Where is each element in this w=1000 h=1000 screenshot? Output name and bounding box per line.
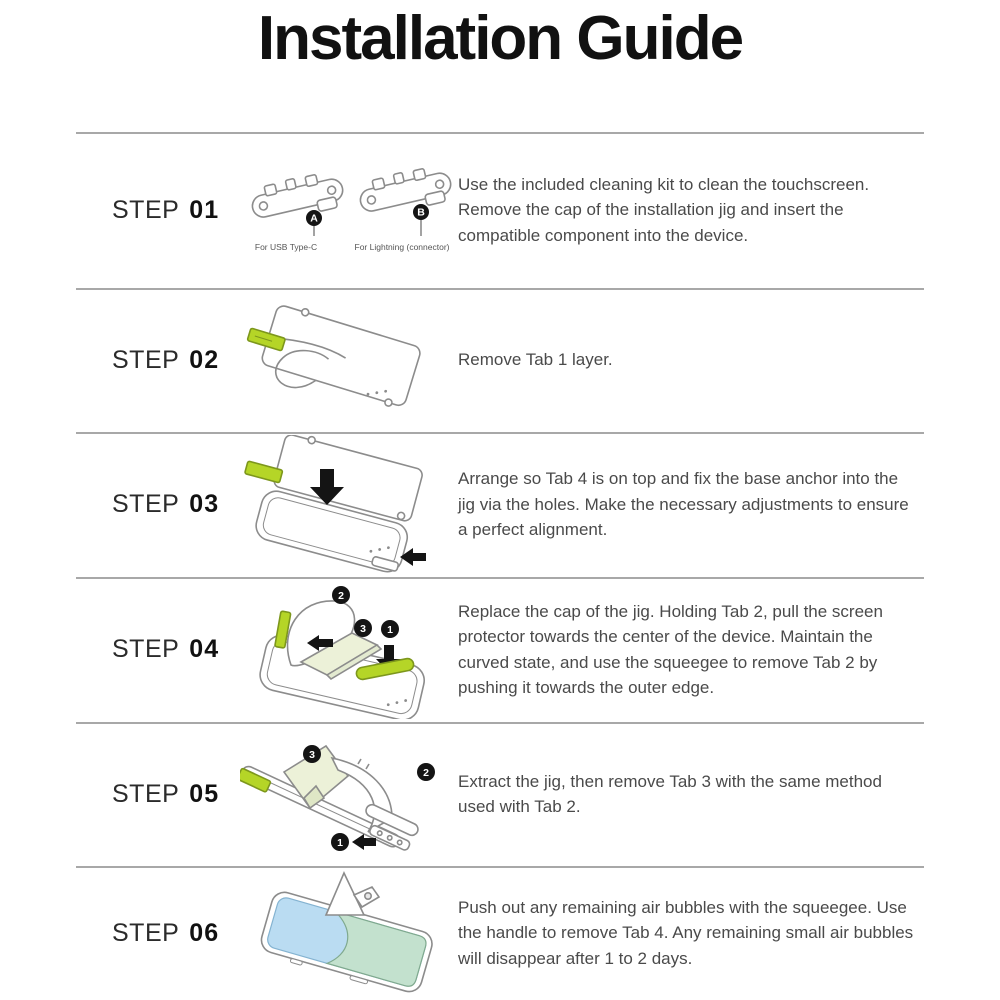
badge-3-label: 3 [309, 749, 315, 761]
step-05-description: Extract the jig, then remove Tab 3 with the same method used with Tab 2. [458, 771, 882, 816]
sheet-and-phone [253, 435, 427, 575]
green-tab [245, 461, 283, 483]
step-row-03 [0, 432, 1000, 577]
divider [76, 722, 924, 724]
jig-usb-c [248, 168, 346, 226]
step-row-01 [0, 132, 1000, 288]
step-row-06 [0, 866, 1000, 1000]
step-number: 03 [189, 490, 220, 518]
step-word: STEP [112, 635, 180, 663]
step-word: STEP [112, 345, 180, 374]
step-04-illustration [237, 581, 458, 719]
badge-1-label: 1 [337, 837, 343, 849]
badge-2-label: 2 [423, 767, 429, 779]
badge-2-label: 2 [337, 589, 344, 602]
caption-lightning: For Lightning (connector) [354, 242, 449, 252]
step-01-description: Use the included cleaning kit to clean the touchscreen. Remove the cap of the installation jig and insert the compatible component into the device. [458, 174, 870, 245]
step-number: 04 [189, 635, 220, 663]
peel-film-illustration [240, 869, 455, 997]
step-06-description: Push out any remaining air bubbles with the squeegee. Use the handle to remove Tab 4. Any remaining small air bubbles will disappear after 1 to 2 days. [458, 897, 914, 968]
step-word: STEP [112, 490, 180, 518]
divider [76, 432, 924, 434]
step-number: 05 [189, 779, 220, 808]
step-number: 06 [189, 918, 220, 947]
jig-components-illustration [238, 154, 458, 266]
protector-sheet-illustration [245, 304, 450, 416]
badge-3-label: 3 [359, 622, 366, 635]
step-word: STEP [112, 195, 180, 224]
page-title: Installation Guide [257, 4, 743, 73]
divider [76, 288, 924, 290]
squeegee-pull-illustration [253, 581, 443, 719]
badge-1-label: 1 [386, 623, 393, 636]
step-05-illustration [237, 728, 458, 860]
step-05-label [112, 780, 237, 809]
step-06-label [112, 919, 237, 948]
step-row-02 [0, 288, 1000, 432]
step-number: 02 [189, 345, 220, 374]
step-row-04 [0, 577, 1000, 722]
step-02-description: Remove Tab 1 layer. [458, 350, 613, 370]
step-01-illustration [237, 154, 458, 266]
divider [76, 577, 924, 579]
step-04-description: Replace the cap of the jig. Holding Tab 2, pull the screen protector towards the center of the device. Maintain the curved state, and use the squeegee to remove Tab 2 by pushing it towards the outer edge. [458, 601, 883, 697]
protector-sheet [256, 304, 423, 416]
step-06-illustration [237, 869, 458, 997]
caption-usb-c: For USB Type-C [254, 242, 317, 252]
divider [76, 132, 924, 134]
extract-jig-illustration [240, 728, 455, 860]
step-03-illustration [237, 435, 458, 575]
title-block [0, 0, 1000, 132]
step-04-label [112, 635, 237, 664]
step-01-label [112, 196, 237, 225]
step-03-label [112, 490, 237, 519]
step-word: STEP [112, 918, 180, 947]
badge-a-label: A [309, 212, 318, 225]
step-02-illustration [237, 304, 458, 416]
step-word: STEP [112, 779, 180, 808]
step-row-05 [0, 722, 1000, 866]
jig-lightning [356, 162, 454, 220]
step-number: 01 [189, 195, 220, 224]
divider [76, 866, 924, 868]
step-02-label [112, 346, 237, 375]
align-on-jig-illustration [240, 435, 455, 575]
step-03-description: Arrange so Tab 4 is on top and fix the base anchor into the jig via the holes. Make the necessary adjustments to ensure a perfect alignment. [458, 469, 909, 540]
badge-b-label: B [416, 206, 425, 219]
